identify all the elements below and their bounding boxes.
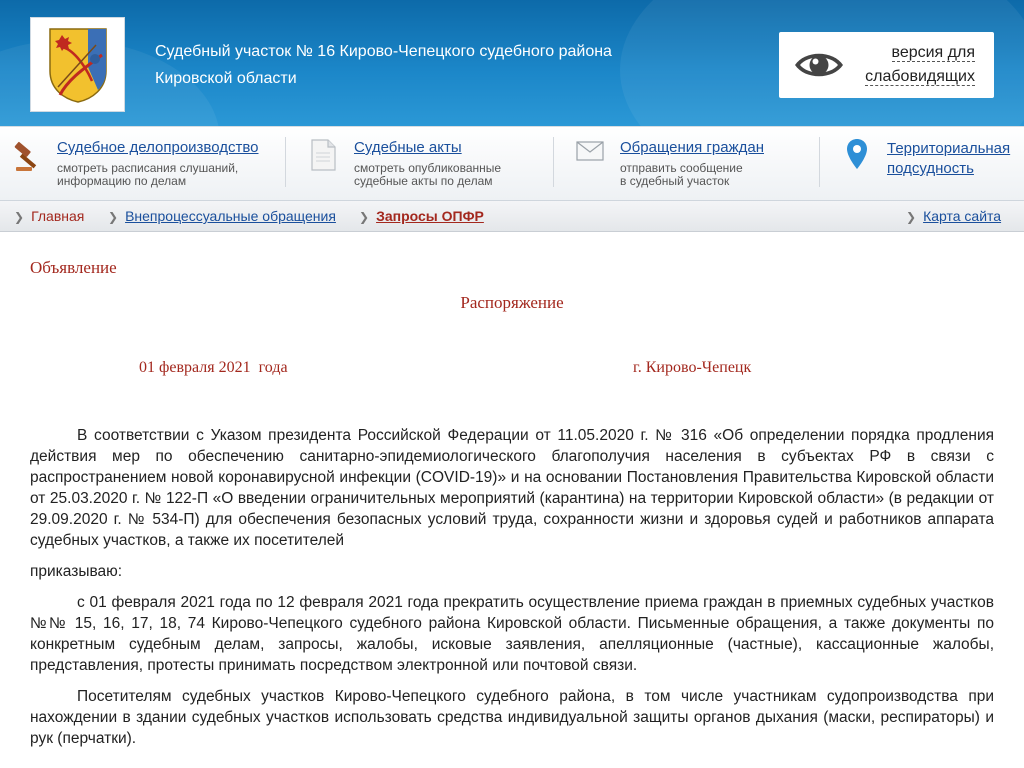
service-court-proceedings-desc <box>57 162 238 188</box>
site-title-line2: Кировской области <box>155 70 297 87</box>
site-title <box>155 38 612 92</box>
breadcrumb-home[interactable] <box>14 208 84 224</box>
service-court-proceedings[interactable] <box>0 127 285 202</box>
site-header <box>0 0 1024 126</box>
service-desc-line: смотреть опубликованные <box>354 161 502 175</box>
chevron-right-icon: ❯ <box>906 210 917 224</box>
service-desc-line: отправить сообщение <box>620 161 743 175</box>
map-pin-icon <box>846 138 868 170</box>
paragraph: Посетителям судебных участков Кирово-Чепецкого судебного района, в том числе участникам судопроизводства при нахождении в здании судебных участков использовать средства индивидуальной защиты органов дыхания (маски, респираторы) и рук (перчатки). <box>30 688 994 747</box>
breadcrumb-section[interactable] <box>108 208 336 224</box>
service-jurisdiction-line2: подсудность <box>887 160 974 177</box>
paragraph: с 01 февраля 2021 года по 12 февраля 2021 года прекратить осуществление приема граждан в приемных судебных участков №№ 15, 16, 17, 18, 74 Кирово-Чепецкого судебного района Кировской области. Письменные обращения, а также документы по конкретным судебным делам, запросы, жалобы, исковые заявления, апелляционные (частные), кассационные жалобы, представления, протесты принимать посредством электронной или почтовой связи. <box>30 594 994 674</box>
eye-icon <box>793 46 845 84</box>
envelope-icon <box>576 141 604 161</box>
breadcrumb-sitemap[interactable] <box>906 208 1001 224</box>
order-title: Распоряжение <box>460 293 564 312</box>
service-jurisdiction-link[interactable] <box>887 139 1010 179</box>
low-vision-label <box>857 41 975 89</box>
service-citizen-appeals-desc <box>620 162 743 188</box>
chevron-right-icon: ❯ <box>359 210 370 224</box>
service-jurisdiction-line1: Территориальная <box>887 140 1011 157</box>
service-citizen-appeals[interactable] <box>566 127 819 202</box>
coat-of-arms-icon <box>48 27 108 103</box>
paragraph: В соответствии с Указом президента Российской Федерации от 11.05.2020 г. № 316 «Об определении порядка продления действия мер по обеспечению санитарно-эпидемиологического благополучия населения в субъектах РФ в связи с распространением новой коронавирусной инфекции (COVID-19)» и на основании Постановления Правительства Кировской области от 25.03.2020 г. № 122-П «О введении ограничительных мероприятий (карантина) на территории Кировской области» (в редакции от 29.09.2020 г. № 534-П) для обеспечения безопасных условий труда, сохранности жизни и здоровья судей и работников аппарата судебных участков, а также их посетителей <box>30 427 994 549</box>
paragraph: приказываю: <box>30 563 123 580</box>
low-vision-label-line1: версия для <box>891 44 975 61</box>
divider <box>285 137 286 187</box>
order-city: г. Кирово-Чепецк <box>633 359 752 376</box>
chevron-right-icon: ❯ <box>108 210 119 224</box>
divider <box>819 137 820 187</box>
service-court-acts[interactable] <box>300 127 553 202</box>
service-court-acts-link[interactable]: Судебные акты <box>354 139 462 156</box>
announcement-heading: Объявление <box>30 258 117 277</box>
low-vision-label-line2: слабовидящих <box>865 68 975 85</box>
service-desc-line: судебные акты по делам <box>354 174 493 188</box>
service-desc-line: в судебный участок <box>620 174 730 188</box>
order-body <box>30 425 994 759</box>
divider <box>553 137 554 187</box>
service-court-proceedings-link[interactable]: Судебное делопроизводство <box>57 139 259 156</box>
service-court-acts-desc <box>354 162 501 188</box>
service-citizen-appeals-link[interactable]: Обращения граждан <box>620 139 764 156</box>
document-icon <box>310 139 336 171</box>
sitemap-link[interactable]: Карта сайта <box>923 208 1002 224</box>
chevron-right-icon: ❯ <box>14 210 25 224</box>
breadcrumb <box>0 201 1024 232</box>
low-vision-version-button[interactable] <box>779 32 994 98</box>
breadcrumb-current-link[interactable]: Запросы ОПФР <box>376 208 484 224</box>
order-date: 01 февраля 2021 года <box>139 359 288 376</box>
gavel-icon <box>12 140 46 174</box>
service-jurisdiction[interactable] <box>832 127 1024 202</box>
service-desc-line: информацию по делам <box>57 174 187 188</box>
breadcrumb-home-link[interactable]: Главная <box>31 208 85 224</box>
services-bar <box>0 126 1024 201</box>
breadcrumb-current[interactable] <box>359 208 484 224</box>
service-desc-line: смотреть расписания слушаний, <box>57 161 239 175</box>
site-title-line1: Судебный участок № 16 Кирово-Чепецкого судебного района <box>155 43 612 60</box>
breadcrumb-section-link[interactable]: Внепроцессуальные обращения <box>125 208 336 224</box>
coat-of-arms-logo[interactable] <box>30 17 125 112</box>
